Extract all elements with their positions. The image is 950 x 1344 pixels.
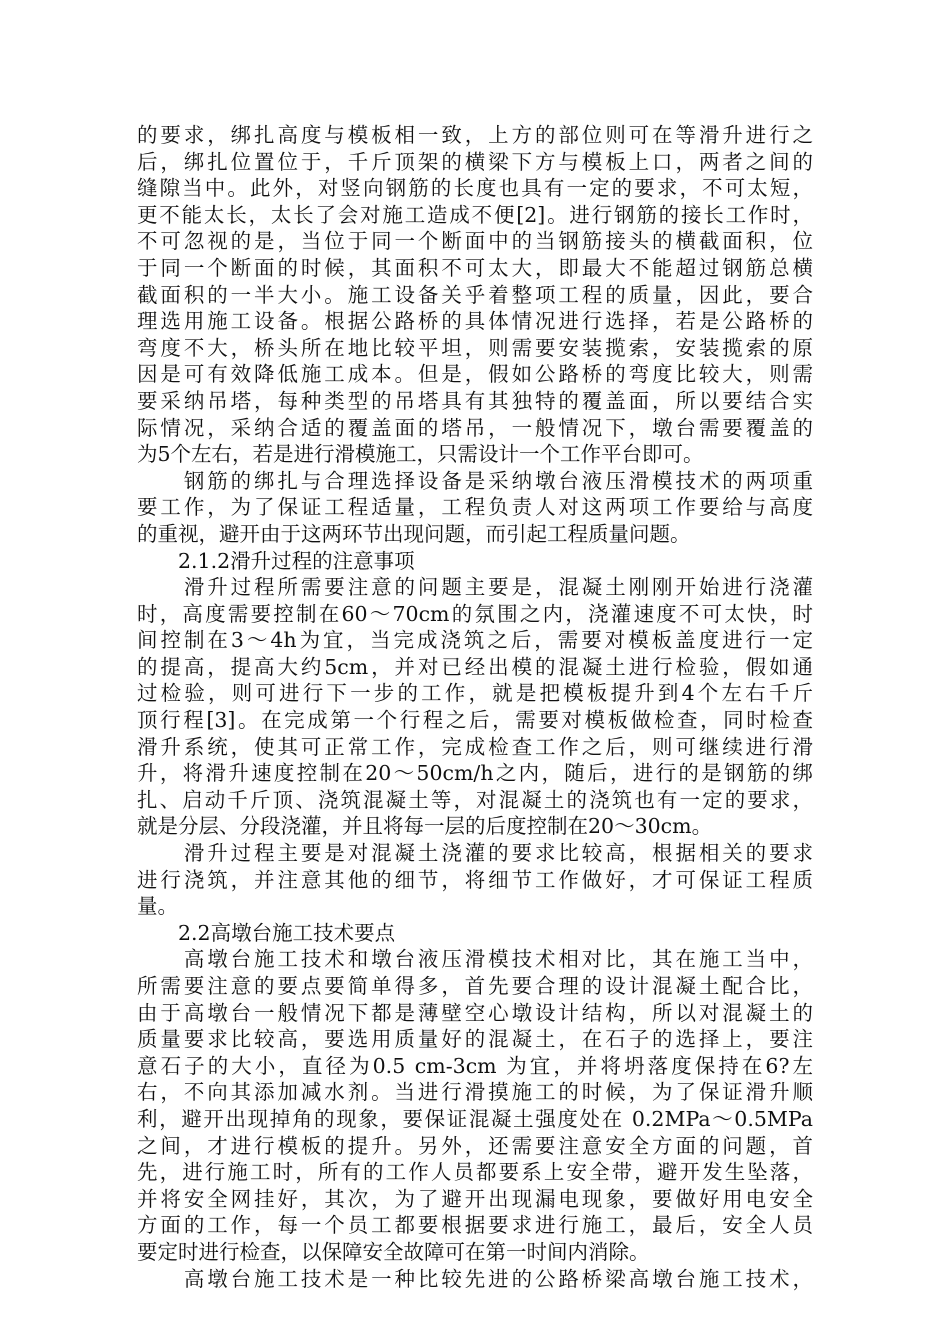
text-line: 过检验，则可进行下一步的工作，就是把模板提升到4个左右千斤 — [137, 681, 813, 706]
text-line: 高墩台施工技术是一种比较先进的公路桥梁高墩台施工技术， — [137, 1266, 813, 1291]
text-line: 滑升过程所需要注意的问题主要是，混凝土刚刚开始进行浇灌 — [137, 575, 813, 600]
text-line: 为5个左右，若是进行滑模施工，只需设计一个工作平台即可。 — [137, 442, 704, 467]
text-line: 缝隙当中。此外，对竖向钢筋的长度也具有一定的要求，不可太短， — [137, 176, 813, 201]
text-line: 弯度不大，桥头所在地比较平坦，则需要安装揽索，安装揽索的原 — [137, 335, 813, 360]
text-line: 之间，才进行模板的提升。另外，还需要注意安全方面的问题，首 — [137, 1133, 813, 1158]
text-line: 2.1.2滑升过程的注意事项 — [137, 548, 415, 573]
text-line: 际情况，采纳合适的覆盖面的塔吊，一般情况下，墩台需要覆盖的 — [137, 415, 813, 440]
text-line: 扎、启动千斤顶、浇筑混凝土等，对混凝土的浇筑也有一定的要求， — [137, 787, 813, 812]
text-line: 量。 — [137, 894, 178, 919]
text-line: 钢筋的绑扎与合理选择设备是采纳墩台液压滑模技术的两项重 — [137, 468, 813, 493]
text-line: 顶行程[3]。在完成第一个行程之后，需要对模板做检查，同时检查 — [137, 708, 813, 733]
text-line: 截面积的一半大小。施工设备关乎着整项工程的质量，因此，要合 — [137, 282, 813, 307]
text-line: 不可忽视的是，当位于同一个断面中的当钢筋接头的横截面积，位 — [137, 229, 813, 254]
text-line: 由于高墩台一般情况下都是薄壁空心墩设计结构，所以对混凝土的 — [137, 1000, 813, 1025]
text-line: 要采纳吊塔，每种类型的吊塔具有其独特的覆盖面，所以要结合实 — [137, 388, 813, 413]
text-line: 要工作，为了保证工程适量，工程负责人对这两项工作要给与高度 — [137, 495, 813, 520]
text-line: 的重视，避开由于这两环节出现问题，而引起工程质量问题。 — [137, 521, 691, 546]
text-line: 的提高，提高大约5cm，并对已经出模的混凝土进行检验，假如通 — [137, 654, 813, 679]
text-line: 先，进行施工时，所有的工作人员都要系上安全带，避开发生坠落， — [137, 1160, 813, 1185]
text-line: 质量要求比较高，要选用质量好的混凝土，在石子的选择上，要注 — [137, 1027, 813, 1052]
text-line: 滑升过程主要是对混凝土浇灌的要求比较高，根据相关的要求 — [137, 841, 813, 866]
text-line: 就是分层、分段浇灌，并且将每一层的后度控制在20～30cm。 — [137, 814, 713, 839]
text-line: 滑升系统，使其可正常工作，完成检查工作之后，则可继续进行滑 — [137, 734, 813, 759]
text-line: 后，绑扎位置位于，千斤顶架的横梁下方与模板上口，两者之间的 — [137, 149, 813, 174]
text-line: 方面的工作，每一个员工都要根据要求进行施工，最后，安全人员 — [137, 1213, 813, 1238]
text-line: 进行浇筑，并注意其他的细节，将细节工作做好，才可保证工程质 — [137, 867, 813, 892]
text-line: 时，高度需要控制在60～70cm的氛围之内，浇灌速度不可太快，时 — [137, 601, 813, 626]
text-line: 于同一个断面的时候，其面积不可太大，即最大不能超过钢筋总横 — [137, 255, 813, 280]
text-line: 利，避开出现掉角的现象，要保证混凝土强度处在 0.2MPa～0.5MPa — [137, 1106, 813, 1131]
text-line: 因是可有效降低施工成本。但是，假如公路桥的弯度比较大，则需 — [137, 362, 813, 387]
text-line: 间控制在3～4h为宜，当完成浇筑之后，需要对模板盖度进行一定 — [137, 628, 813, 653]
document-page — [137, 122, 813, 1292]
text-line: 并将安全网挂好，其次，为了避开出现漏电现象，要做好用电安全 — [137, 1186, 813, 1211]
text-line: 的要求，绑扎高度与模板相一致，上方的部位则可在等滑升进行之 — [137, 123, 813, 147]
text-line: 更不能太长，太长了会对施工造成不便[2]。进行钢筋的接长工作时， — [137, 202, 813, 227]
text-line: 右，不向其添加减水剂。当进行滑摸施工的时候，为了保证滑升顺 — [137, 1080, 813, 1105]
text-line: 升，将滑升速度控制在20～50cm/h之内，随后，进行的是钢筋的绑 — [137, 761, 813, 786]
text-line: 要定时进行检查，以保障安全故障可在第一时间内消除。 — [137, 1239, 650, 1264]
text-line: 2.2高墩台施工技术要点 — [137, 920, 396, 945]
text-line: 高墩台施工技术和墩台液压滑模技术相对比，其在施工当中， — [137, 947, 813, 972]
text-line: 理选用施工设备。根据公路桥的具体情况进行选择，若是公路桥的 — [137, 309, 813, 334]
text-line: 所需要注意的要点要简单得多，首先要合理的设计混凝土配合比， — [137, 974, 813, 998]
text-line: 意石子的大小，直径为0.5 cm-3cm 为宜，并将坍落度保持在6?左 — [137, 1053, 813, 1078]
